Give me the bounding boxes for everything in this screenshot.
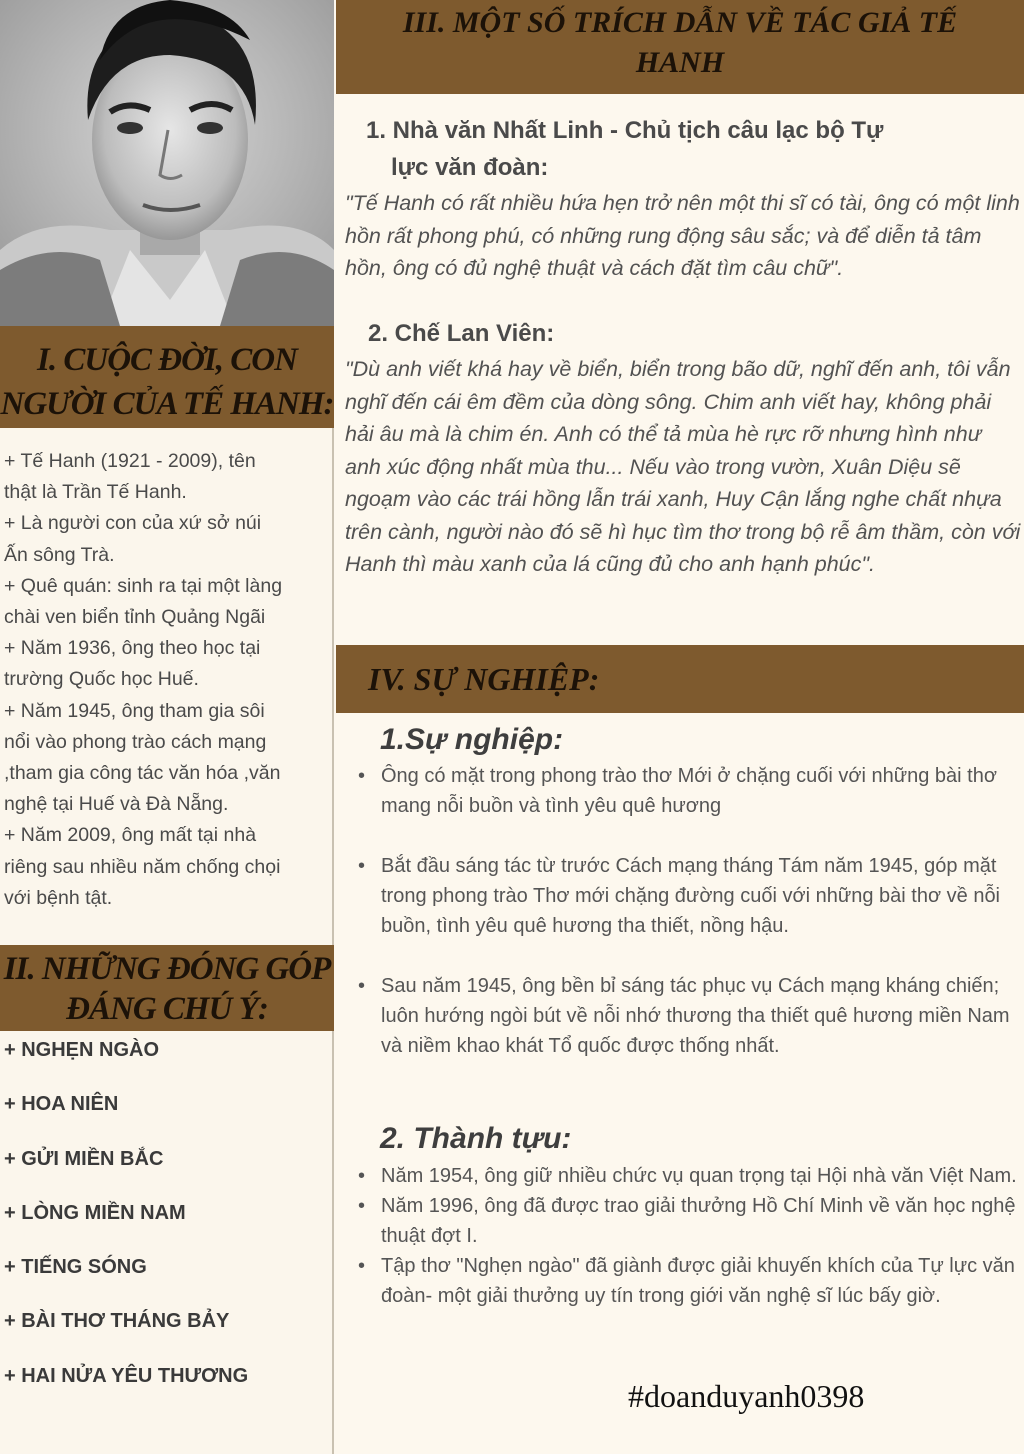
works-item: + HAI NỬA YÊU THƯƠNG xyxy=(4,1364,249,1387)
right-column xyxy=(336,0,1024,1454)
section-3-heading-line2: HANH xyxy=(635,46,725,79)
career-heading: 1.Sự nghiệp: xyxy=(380,723,564,756)
section-3-heading-line1: III. MỘT SỐ TRÍCH DẪN VỀ TÁC GIẢ TẾ xyxy=(402,6,958,39)
works-item: + BÀI THƠ THÁNG BẢY xyxy=(4,1310,230,1333)
author-portrait xyxy=(0,0,334,326)
section-2-heading-line2: ĐÁNG CHÚ Ý: xyxy=(66,991,268,1027)
author-hashtag: #doanduyanh0398 xyxy=(628,1378,865,1414)
quote-1-heading-line2: lực văn đoàn: xyxy=(391,154,549,181)
career-item: • Bắt đầu sáng tác từ trước Cách mạng tháng Tám năm 1945, góp mặt trong phong trào Thơ mới chặng đường cuối với những bài thơ về nỗi buồn, tình yêu quê hương tha thiết, nồng hậu. xyxy=(358,851,1022,941)
quote-2-text: "Dù anh viết khá hay về biển, biển trong bão dữ, nghĩ đến anh, tôi vẫn nghĩ đến cái êm đềm của dòng sông. Chim anh viết hay, không phải hải âu mà là chim én. Anh có thể tả mùa hè rực rỡ nhưng hình như anh xúc động nhất mùa thu... Nếu vào trong vườn, Xuân Diệu sẽ ngoạm vào các trái hồng lẫn trái xanh, Huy Cận lắng nghe chất nhựa trên cành, người nào đó sẽ hì hục tìm thơ trong bộ rễ âm thầm, còn với Hanh thì màu xanh của lá cũng đủ cho anh hạnh phúc". xyxy=(345,357,1021,576)
section-2-heading-line1: II. NHỮNG ĐÓNG GÓP xyxy=(3,951,331,987)
life-item: + Năm 2009, ông mất tại nhà riêng sau nhiều năm chống chọi với bệnh tật. xyxy=(4,824,281,909)
section-1-heading-line1: I. CUỘC ĐỜI, CON xyxy=(37,342,297,378)
achievement-list xyxy=(358,1161,1022,1311)
achievement-item: • Năm 1954, ông giữ nhiều chức vụ quan trọng tại Hội nhà văn Việt Nam. xyxy=(358,1161,1022,1191)
life-item: + Quê quán: sinh ra tại một làng chài ven biển tỉnh Quảng Ngãi xyxy=(4,574,283,629)
section-1-heading xyxy=(0,326,334,428)
career-item: • Ông có mặt trong phong trào thơ Mới ở chặng cuối với những bài thơ mang nỗi buồn và tình yêu quê hương xyxy=(358,761,1022,821)
quote-1-text: "Tế Hanh có rất nhiều hứa hẹn trở nên một thi sĩ có tài, ông có một linh hồn rất phong phú, có những rung động sâu sắc; và để diễn tả tâm hồn, ông có đủ nghệ thuật và cách đặt tìm câu chữ". xyxy=(345,191,1020,280)
section-2-heading xyxy=(0,945,334,1031)
section-3-heading xyxy=(336,0,1024,94)
life-list xyxy=(4,446,334,914)
works-item: + TIẾNG SÓNG xyxy=(4,1256,147,1279)
portrait-illustration xyxy=(0,0,334,326)
achievement-item: • Năm 1996, ông đã được trao giải thưởng Hồ Chí Minh về văn học nghệ thuật đợt I. xyxy=(358,1191,1022,1251)
works-list xyxy=(4,1036,334,1416)
career-item: • Sau năm 1945, ông bền bỉ sáng tác phục vụ Cách mạng kháng chiến; luôn hướng ngòi bút về nỗi nhớ thương tha thiết quê hương miền Nam và niềm khao khát Tổ quốc được thống nhất. xyxy=(358,971,1022,1061)
section-4-heading: IV. SỰ NGHIỆP: xyxy=(336,645,1024,713)
section-1-heading-line2: NGƯỜI CỦA TẾ HANH: xyxy=(0,386,334,422)
quote-1-heading-line1: 1. Nhà văn Nhất Linh - Chủ tịch câu lạc bộ Tự xyxy=(366,117,884,144)
works-item: + LÒNG MIỀN NAM xyxy=(4,1201,186,1224)
life-item: + Tế Hanh (1921 - 2009), tên thật là Trần Tế Hanh. xyxy=(4,450,256,504)
works-item: + GỬI MIỀN BẮC xyxy=(4,1147,164,1170)
achievement-heading: 2. Thành tựu: xyxy=(380,1122,572,1155)
career-list xyxy=(358,761,1022,1061)
works-item: + NGHẸN NGÀO xyxy=(4,1039,160,1061)
achievement-item: • Tập thơ "Nghẹn ngào" đã giành được giải khuyến khích của Tự lực văn đoàn- một giải thưởng uy tín trong giới văn nghệ sĩ lúc bấy giờ. xyxy=(358,1251,1022,1311)
left-column xyxy=(0,0,334,1454)
works-item: + HOA NIÊN xyxy=(4,1093,119,1116)
life-item: + Năm 1945, ông tham gia sôi nổi vào phong trào cách mạng ,tham gia công tác văn hóa ,văn nghệ tại Huế và Đà Nẵng. xyxy=(4,699,281,816)
life-item: + Năm 1936, ông theo học tại trường Quốc học Huế. xyxy=(4,637,261,691)
life-item: + Là người con của xứ sở núi Ấn sông Trà. xyxy=(4,512,262,566)
quote-1-heading xyxy=(366,112,883,186)
quote-2-heading: 2. Chế Lan Viên: xyxy=(368,320,555,347)
